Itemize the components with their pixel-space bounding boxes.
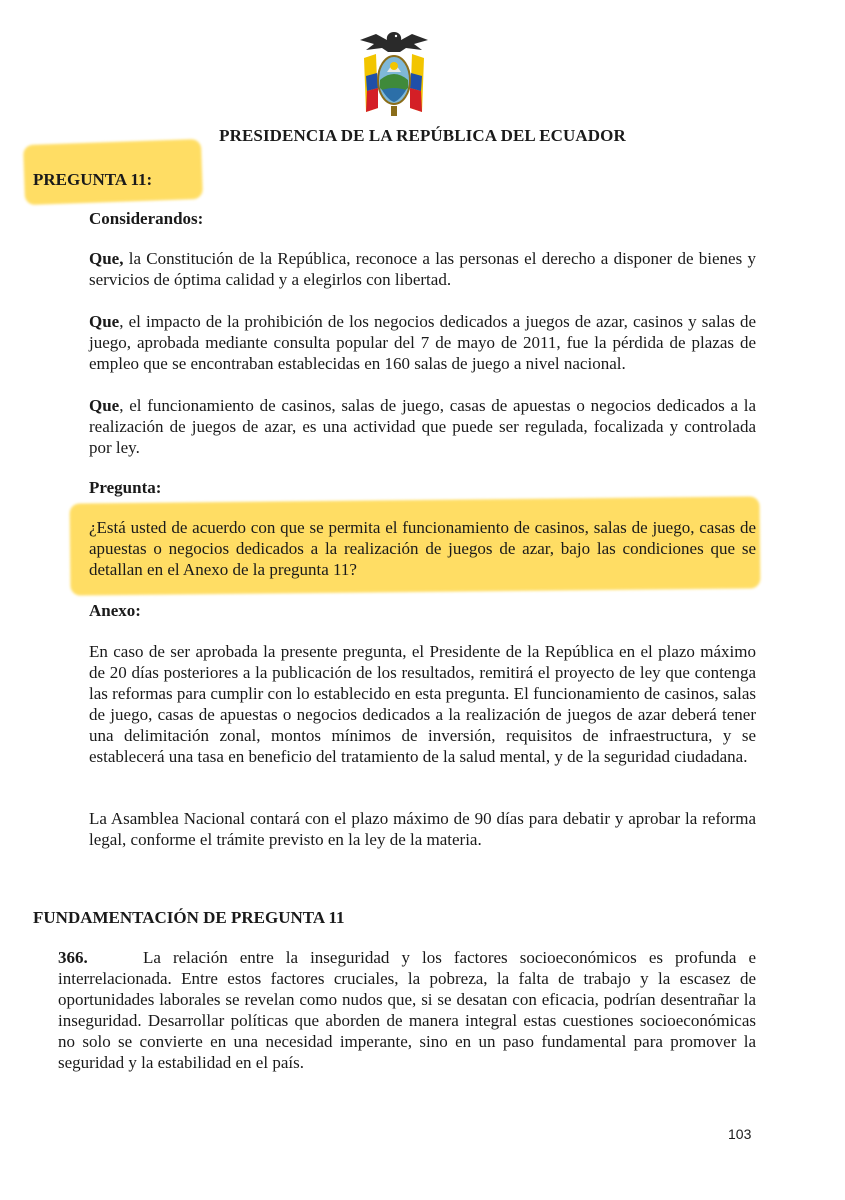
considerando-paragraph-2 — [89, 311, 756, 374]
fundamentacion-text: La relación entre la inseguridad y los factores socioeconómicos es profunda e interrelacionada. Entre estos factores cruciales, la pobreza, la falta de trabajo y la escasez de oportunidades laborales se revelan como nudos que, si se desatan con eficacia, podrían desentrañar la inseguridad. Desarrollar políticas que aborden de manera integral estas cuestiones socioeconómicas no solo se convierte en una necesidad imperante, sino en un paso fundamental para promover la seguridad y la estabilidad en el país. — [58, 948, 756, 1072]
considerandos-label: Considerandos: — [89, 209, 204, 228]
considerando-text: la Constitución de la República, reconoce a las personas el derecho a disponer de bienes y servicios de óptima calidad y a elegirlos con libertad. — [89, 249, 756, 289]
considerando-paragraph-1 — [89, 248, 756, 290]
considerando-lead: Que — [89, 396, 120, 415]
considerando-paragraph-3 — [89, 395, 756, 458]
document-header-title: PRESIDENCIA DE LA REPÚBLICA DEL ECUADOR — [219, 126, 626, 145]
fundamentacion-title: FUNDAMENTACIÓN DE PREGUNTA 11 — [33, 908, 345, 927]
anexo-paragraph-1: En caso de ser aprobada la presente pregunta, el Presidente de la República en el plazo máximo de 20 días posteriores a la publicación de los resultados, remitirá el proyecto de ley que contenga las reformas para cumplir con lo establecido en esta pregunta. El funcionamiento de casinos, salas de juego, casas de apuestas o negocios dedicados a la realización de juegos de azar deberá tener una delimitación zonal, montos mínimos de inversión, requisitos de infraestructura, y se establecerá una tasa en beneficio del tratamiento de la salud mental, y de la seguridad ciudadana. — [89, 642, 756, 766]
paragraph-number: 366. — [58, 948, 88, 967]
considerando-lead: Que, — [89, 249, 124, 268]
considerando-text: , el impacto de la prohibición de los negocios dedicados a juegos de azar, casinos y salas de juego, aprobada mediante consulta popular del 7 de mayo de 2011, fue la pérdida de plazas de empleo que se encontraban establecidas en 160 salas de juego a nivel nacional. — [89, 312, 756, 373]
page-number: 103 — [728, 1126, 752, 1142]
question-text: ¿Está usted de acuerdo con que se permita el funcionamiento de casinos, salas de juego, casas de apuestas o negocios dedicados a la realización de juegos de azar, bajo las condiciones que se detallan en el Anexo de la pregunta 11? — [89, 518, 756, 579]
question-heading: PREGUNTA 11: — [33, 170, 153, 189]
anexo-paragraph-2: La Asamblea Nacional contará con el plazo máximo de 90 días para debatir y aprobar la reforma legal, conforme el trámite previsto en la ley de la materia. — [89, 809, 756, 849]
anexo-label: Anexo: — [89, 601, 141, 620]
pregunta-label: Pregunta: — [89, 478, 162, 497]
fundamentacion-paragraph — [58, 947, 756, 1073]
considerando-lead: Que — [89, 312, 120, 331]
considerando-text: , el funcionamiento de casinos, salas de juego, casas de apuestas o negocios dedicados a la realización de juegos de azar, es una actividad que puede ser regulada, focalizada y controlada por ley. — [89, 396, 756, 457]
coat-of-arms-emblem — [356, 28, 432, 118]
